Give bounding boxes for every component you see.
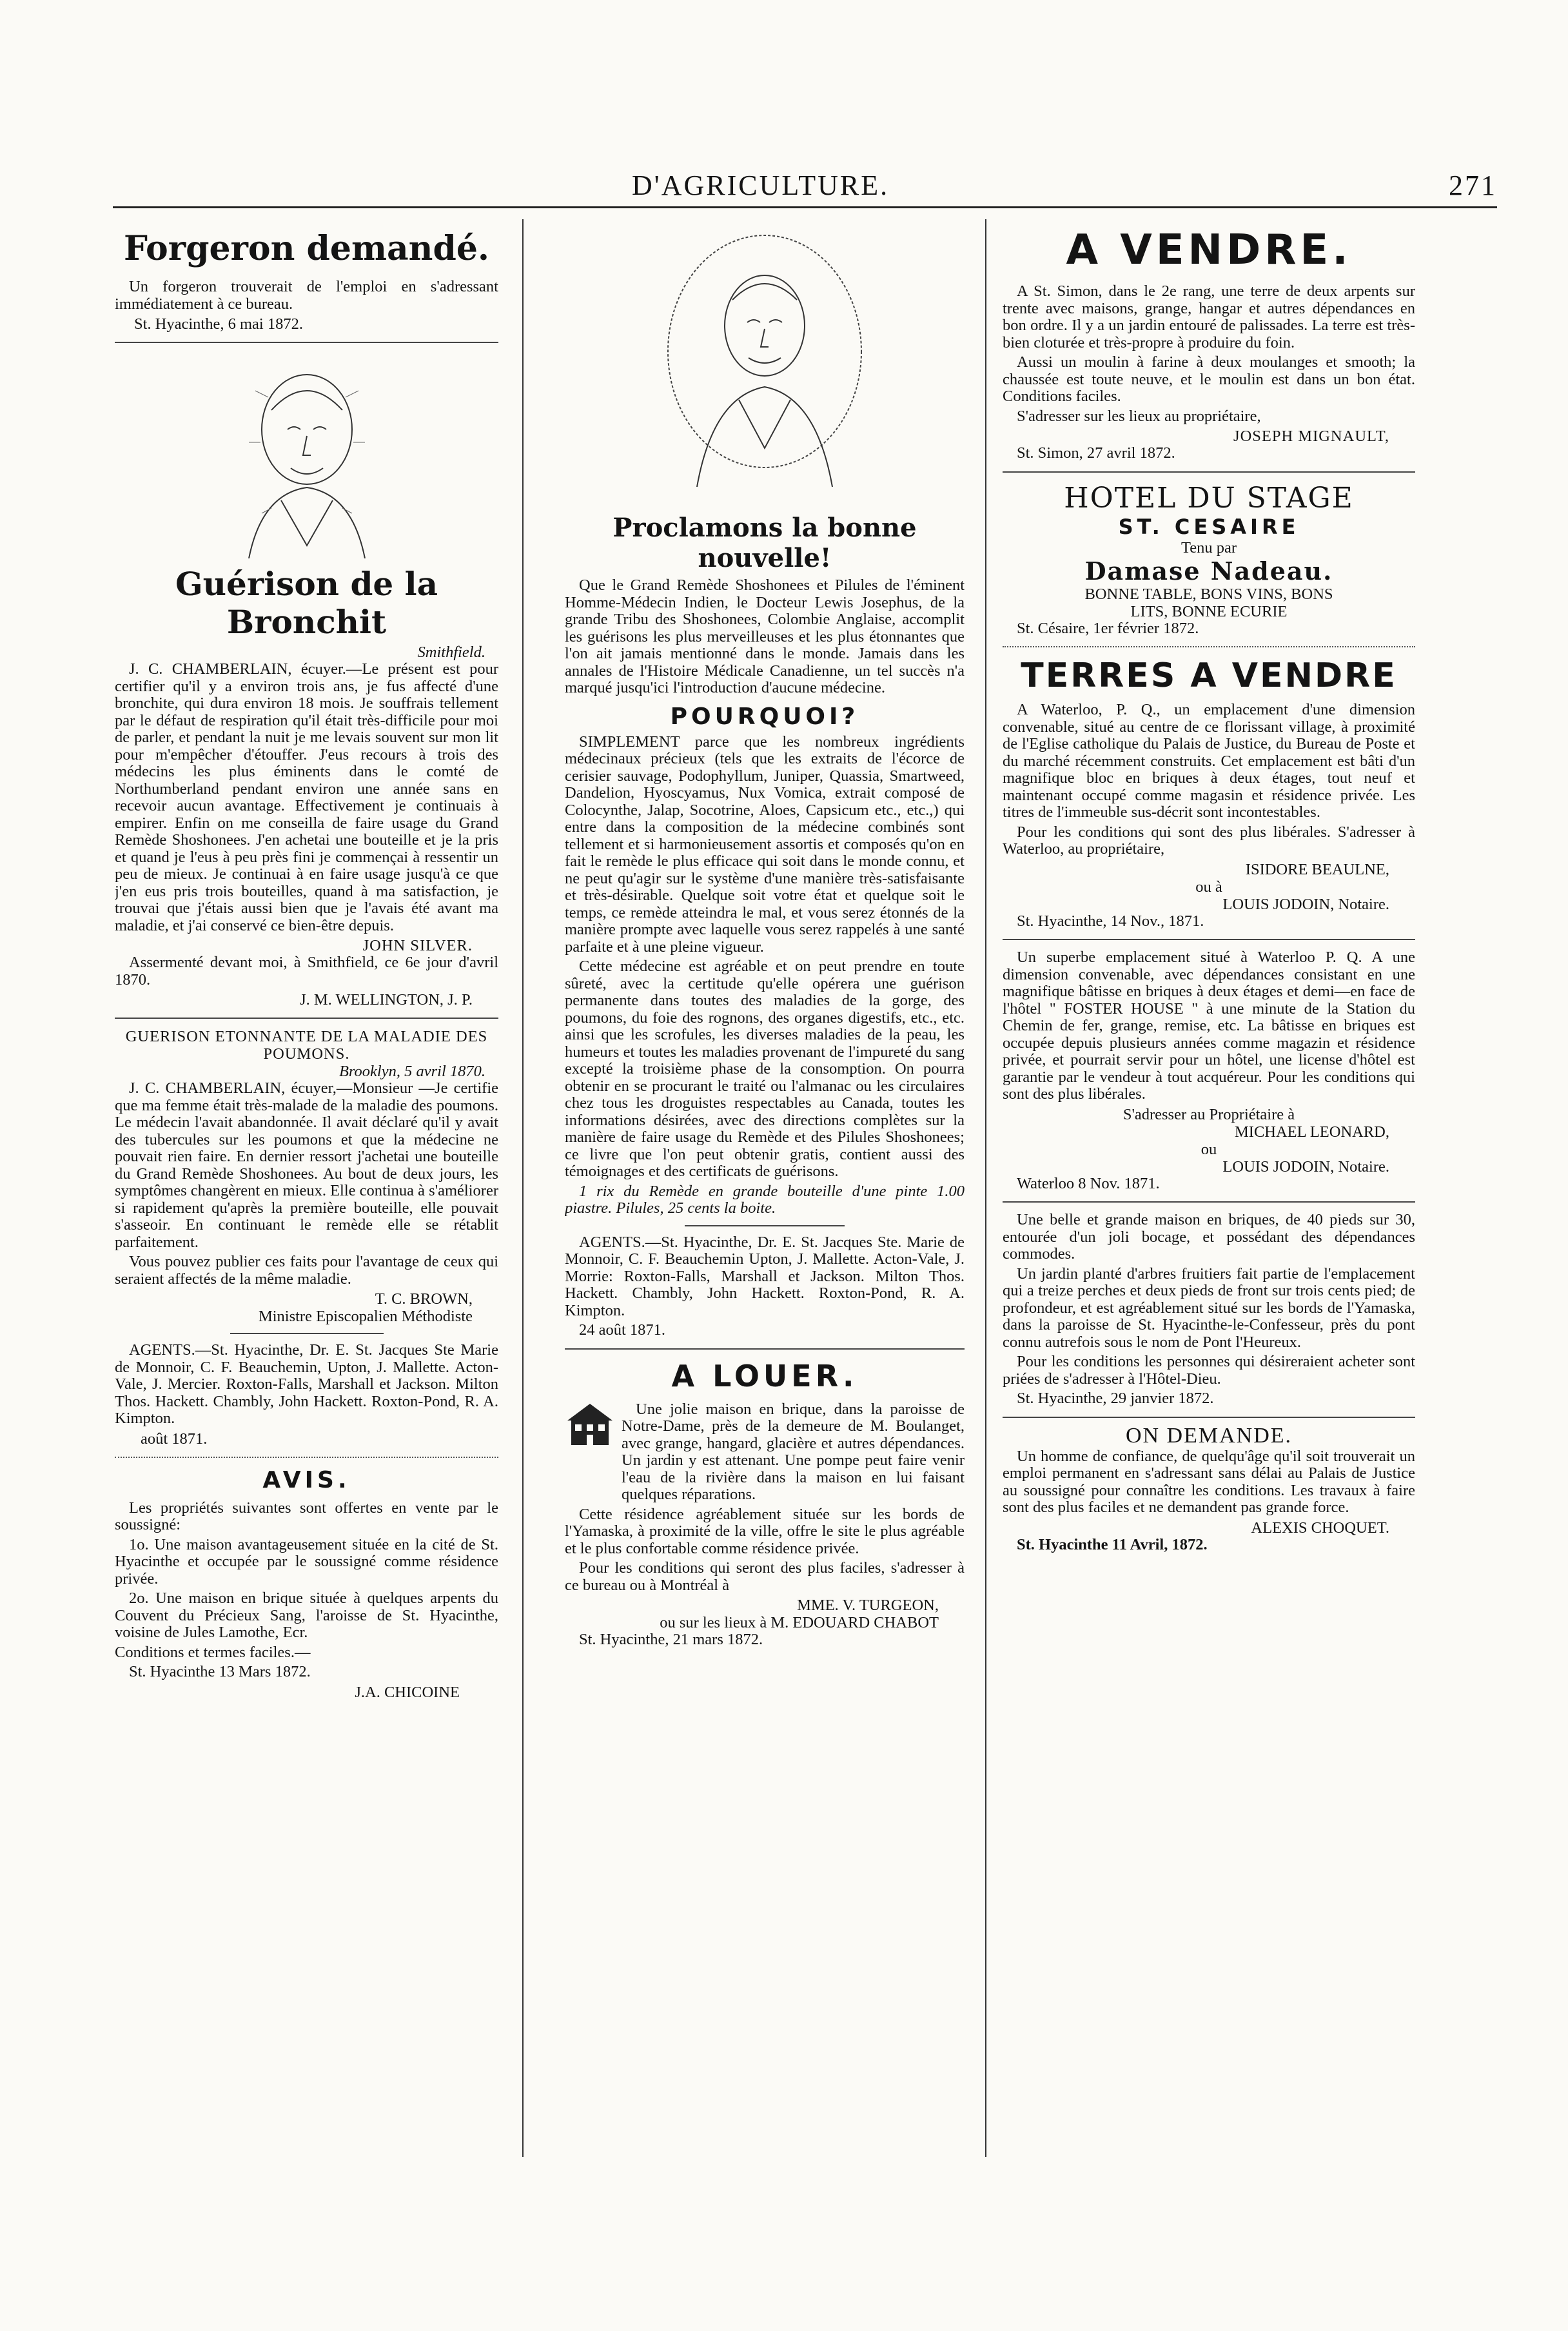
column-2 (565, 222, 965, 1651)
portrait-engraving-icon (210, 352, 404, 558)
guerison2-title: GUERISON ETONNANTE DE LA MALADIE DES POUMONS. (125, 1028, 488, 1063)
column-1 (115, 222, 498, 1701)
belle-date: St. Hyacinthe, 29 janvier 1872. (1017, 1390, 1214, 1407)
separator (685, 1225, 845, 1226)
page-number: 271 (1449, 170, 1497, 201)
vendre-body-3: S'adresser sur les lieux au propriétaire, (1017, 407, 1261, 425)
vendre-signature: JOSEPH MIGNAULT, (1233, 428, 1389, 445)
terres-signature-2: LOUIS JODOIN, Notaire. (1222, 895, 1389, 913)
louer-body-1: Une jolie maison en brique, dans la paroisse de Notre-Dame, près de la demeure de M. Boulanget, avec grange, hangard, glacière et autres dépendances. Un jardin y est attenant. Une pompe peut faire venir l'eau de la rivière dans la maison en lui faisant quelques réparations. (622, 1400, 965, 1503)
hotel-subtitle: ST. CESAIRE (1118, 514, 1300, 539)
pourquoi-agents: AGENTS.—St. Hyacinthe, Dr. E. St. Jacques Ste. Marie de Monnoir, C. F. Beauchemin Upton, J. Mallette. Acton-Vale, J. Morrie: Roxton-Falls, Marshall et Jackson. Milton Thos. Hackett. Chambly, John Hackett. Roxton-Pond, R. A. Kimpton. (565, 1233, 965, 1319)
header-rule (113, 206, 1497, 208)
superbe-ou: ou (1200, 1140, 1217, 1158)
guerison-title: Guérison de la Bronchit (175, 565, 438, 641)
guerison2-place: Brooklyn, 5 avril 1870. (338, 1063, 485, 1080)
louer-date: St. Hyacinthe, 21 mars 1872. (579, 1631, 763, 1648)
pourquoi-body-2: Cette médecine est agréable et on peut prendre en toute sûreté, avec la certitude qu'elle opérera une guérison permanente dans toutes des maladies de la gorge, des poumons, du foie des rognons, des organes digestifs, etc., etc. ainsi que les scrofules, les diverses maladies de la peau, les humeurs et toutes les maladies provenant de l'impureté du sang excepté la troisième phase de la consomption. On pourra obtenir en se procurant le traité ou l'almanac ou les circulaires chez tous les droguistes respectables au Canada, toutes les informations désirées, avec des directions complètes sur la manière de faire usage du Remède et des Pilules Shoshonees; ce livre que l'on peut obtenir gratis, contient aussi des témoignages et des certificats de guérisons. (565, 958, 965, 1180)
louer-signature-1: MME. V. TURGEON, (797, 1597, 939, 1614)
avis-date: St. Hyacinthe 13 Mars 1872. (129, 1663, 311, 1680)
terres-signature-1: ISIDORE BEAULNE, (1245, 860, 1389, 878)
guerison2-signature-2: Ministre Episcopalien Méthodiste (258, 1308, 473, 1325)
demande-body: Un homme de confiance, de quelqu'âge qu'il soit trouverait un emploi permanent en s'adressant sans délai au Palais de Justice au soussigné pour connaître les conditions. Les travaux à faire sont des plus faciles et ne demandent pas grande force. (1003, 1447, 1415, 1516)
guerison-place: Smithfield. (417, 644, 485, 661)
terres-title: TERRES A VENDRE (1021, 656, 1397, 695)
proclamons-title: Proclamons la bonne nouvelle! (612, 513, 917, 573)
separator (115, 1018, 498, 1019)
pourquoi-price: 1 rix du Remède en grande bouteille d'une pinte 1.00 piastre. Pilules, 25 cents la boite. (565, 1182, 965, 1217)
avis-item-1: 1o. Une maison avantageusement située en la cité de St. Hyacinthe et occupée par le soussigné comme résidence privée. (115, 1535, 498, 1588)
hotel-date: St. Césaire, 1er février 1872. (1017, 619, 1199, 637)
terres-body-2: Pour les conditions qui sont des plus libérales. S'adresser à Waterloo, au propriétaire, (1003, 823, 1415, 858)
avis-signature: J.A. CHICOINE (355, 1683, 460, 1701)
louer-intro (565, 1401, 965, 1506)
avis-intro: Les propriétés suivantes sont offertes en vente par le soussigné: (115, 1499, 498, 1533)
superbe-signature-1: MICHAEL LEONARD, (1235, 1123, 1389, 1141)
terres-body-1: A Waterloo, P. Q., un emplacement d'une dimension convenable, situé au centre de ce florissant village, à proximité de l'Eglise catholique du Palais de Justice, du Bureau de Poste et du marché récemment construits. Cet emplacement est bâti d'un magnifique bloc en briques à deux étages, tout neuf et maintenant occupé comme magasin et résidence privée. Les titres de l'immeuble sus-décrit sont incontestables. (1003, 701, 1415, 821)
hotel-title: HOTEL DU STAGE (1064, 481, 1354, 515)
separator (115, 342, 498, 343)
belle-body-1: Une belle et grande maison en briques, de 40 pieds sur 30, entourée d'un joli bocage, et possédant des dépendances commodes. (1003, 1211, 1415, 1263)
guerison-attest: Assermenté devant moi, à Smithfield, ce 6e jour d'avril 1870. (115, 954, 498, 988)
pourquoi-date: 24 août 1871. (579, 1321, 666, 1339)
avis-item-2: 2o. Une maison en brique située à quelques arpents du Couvent du Précieux Sang, l'aroisse de St. Hyacinthe, voisine de Jules Lamothe, Ecr. (115, 1589, 498, 1641)
guerison-signature: JOHN SILVER. (362, 937, 473, 954)
vendre-date: St. Simon, 27 avril 1872. (1017, 444, 1175, 462)
separator (565, 1348, 965, 1350)
belle-body-3: Pour les conditions les personnes qui désireraient acheter sont priées de s'adresser à l'Hôtel-Dieu. (1003, 1353, 1415, 1388)
guerison-attest-signature: J. M. WELLINGTON, J. P. (300, 991, 473, 1008)
separator (230, 1333, 384, 1334)
terres-date: St. Hyacinthe, 14 Nov., 1871. (1017, 912, 1204, 930)
hotel-line-1: BONNE TABLE, BONS VINS, BONS (1084, 585, 1333, 603)
guerison2-body: J. C. CHAMBERLAIN, écuyer,—Monsieur —Je certifie que ma femme était très-malade de la maladie des poumons. Le médecin l'avait abandonnée. Il avait déclaré qu'il y avait des tubercules sur les poumons et que la médecine ne pouvait rien faire. En dernier ressort j'achetai une bouteille du Grand Remède Shoshonees. Au bout de deux jours, les symptômes changèrent en mieux. Elle continua à s'améliorer si rapidement qu'après la première bouteille, elle pouvait s'asseoir. En continuant le remède elle se rétablit parfaitement. (115, 1079, 498, 1251)
avis-terms: Conditions et termes faciles.— (115, 1643, 311, 1661)
column-divider (522, 219, 524, 2157)
separator (1003, 1201, 1415, 1203)
separator (1003, 471, 1415, 473)
hotel-tenu: Tenu par (1181, 538, 1237, 556)
portrait-engraving-icon (658, 229, 871, 506)
demande-signature: ALEXIS CHOQUET. (1251, 1519, 1389, 1537)
running-header-title: D'AGRICULTURE. (632, 170, 890, 201)
superbe-signature-2: LOUIS JODOIN, Notaire. (1222, 1157, 1389, 1175)
column-divider (985, 219, 986, 2157)
proclamons-body: Que le Grand Remède Shoshonees et Pilules de l'éminent Homme-Médecin Indien, le Docteur Lewis Josephus, de la grande Tribu des Shoshonees, Colombie Anglaise, accomplit les guérisons les plus merveilleuses et les plus étonnantes que l'on ait jamais mentionné dans le monde. Jamais dans les annales de l'Histoire Médicale Canadienne, un tel succès n'a marqué jusqu'ici l'introduction d'aucune médecine. (565, 576, 965, 696)
agents-list: AGENTS.—St. Hyacinthe, Dr. E. St. Jacques Ste Marie de Monnoir, C. F. Beauchemin, Upton, J. Mallette. Acton-Vale, J. Mercier. Roxton-Falls, Marshall et Jackson. Milton Thos. Hackett. Chambly, John Hackett. Roxton-Pond, R. A. Kimpton. (115, 1341, 498, 1427)
demande-date: St. Hyacinthe 11 Avril, 1872. (1017, 1535, 1208, 1553)
separator (115, 1457, 498, 1458)
agents-date: août 1871. (141, 1430, 208, 1448)
louer-signature-2: ou sur les lieux à M. EDOUARD CHABOT (660, 1614, 939, 1631)
superbe-body: Un superbe emplacement situé à Waterloo P. Q. A une dimension convenable, avec dépendances consistant en une magnifique bâtisse en briques à deux étages et demi—en face de l'hôtel " FOSTER HOUSE " à une minute de la Station du Chemin de fer, grange, remise, etc. La bâtisse en briques est occupée depuis plusieurs années comme magazin et résidence privée, et pourrait servir pour un hôtel, une license d'hôtel est garantie par le vendeur à tout acquéreur. Pour les conditions qui sont des plus libérales. (1003, 949, 1415, 1103)
pourquoi-title: POURQUOI? (670, 703, 859, 730)
louer-title: A LOUER. (671, 1358, 858, 1393)
guerison2-signature: T. C. BROWN, (375, 1290, 473, 1308)
superbe-date: Waterloo 8 Nov. 1871. (1017, 1174, 1160, 1192)
forgeron-dateline: St. Hyacinthe, 6 mai 1872. (134, 315, 303, 333)
separator (1003, 1417, 1415, 1418)
louer-body-3: Pour les conditions qui seront des plus faciles, s'adresser à ce bureau ou à Montréal à (565, 1559, 965, 1594)
hotel-line-2: LITS, BONNE ECURIE (1130, 602, 1288, 620)
vendre-body-2: Aussi un moulin à farine à deux moulanges et smooth; la chaussée est toute neuve, et le moulin est dans un bon état. Conditions faciles. (1003, 353, 1415, 405)
demande-title: ON DEMANDE. (1125, 1423, 1293, 1448)
avis-title: AVIS. (262, 1466, 351, 1493)
vendre-body-1: A St. Simon, dans le 2e rang, une terre de deux arpents sur trente avec maisons, grange, hangar et autres dépendances en bon ordre. Il y a un jardin entouré de palissades. La terre est très-bien cloturée et très-propre à produire du foin. (1003, 282, 1415, 351)
hotel-owner: Damase Nadeau. (1084, 556, 1333, 585)
forgeron-title: Forgeron demandé. (123, 229, 490, 268)
terres-ou: ou à (1195, 878, 1222, 896)
guerison2-body-2: Vous pouvez publier ces faits pour l'avantage de ceux qui seraient affectés de la même maladie. (115, 1253, 498, 1288)
superbe-sig-intro: S'adresser au Propriétaire à (1122, 1105, 1295, 1123)
forgeron-body: Un forgeron trouverait de l'emploi en s'adressant immédiatement à ce bureau. (115, 278, 498, 313)
pourquoi-body-1: SIMPLEMENT parce que les nombreux ingrédients médecinaux précieux (tels que les extraits de l'écorce de cerisier sauvage, Podophyllum, Juniper, Quassia, Smartweed, Dandelion, Hyoscyamus, Nux Vomica, extrait composé de Colocynthe, Jalap, Socotrine, Aloes, Capsicum etc., etc.,) qui entre dans la composition de la médecine combinés sont tellement et si harmonieusement assortis et composés qu'on en fait le remède le plus efficace qui soit dans le monde connu, et ne peut qu'agir sur le système d'une manière très-satisfaisante et très-désirable. Quelque soit votre état et quelque soit le temps, ce remède atteindra le mal, et vous serez étonnés de la manière prompte avec laquelle vous serez rappelés à une santé parfaite et à une pleine vigueur. (565, 733, 965, 956)
vendre-title: A VENDRE. (1066, 226, 1352, 274)
louer-body-2: Cette résidence agréablement située sur les bords de l'Yamaska, à proximité de la ville, offre le site le plus agréable et le plus confortable comme résidence privée. (565, 1505, 965, 1557)
separator (1003, 646, 1415, 647)
house-icon (565, 1401, 615, 1446)
belle-body-2: Un jardin planté d'arbres fruitiers fait partie de l'emplacement qui a treize perches et deux pieds de front sur trois cents pied; de profondeur, et est agréablement situé sur les bords de l'Yamaska, dans la paroisse de St. Hyacinthe-le-Confesseur, près du pont connu autrefois sous le nom de Pont l'Heureux. (1003, 1264, 1415, 1351)
guerison-body: J. C. CHAMBERLAIN, écuyer.—Le présent est pour certifier qu'il y a environ trois ans, je fus affecté d'une bronchite, qui dura environ 18 mois. Je souffrais tellement par le défaut de respiration qu'il était très-difficile pour moi de parler, et pendant la nuit je me levais souvent sur mon lit pour m'empêcher d'étouffer. J'eus recours à trois des médecins les plus éminents dans le comté de Northumberland pendant environ une année sans en recevoir aucun avantage. Effectivement je continuais à empirer. Enfin on me conseilla de faire usage du Grand Remède Shoshonees. J'en achetai une bouteille et je la pris et quand je l'eus à peu près fini je commençai à ressentir un peu de mieux. Je continuai à en faire usage jusqu'à ce que j'en eus pris trois bouteilles, quand à ma satisfaction, je trouvai que j'étais aussi bien que je l'avais été avant ma maladie, et j'ai conservé ce bien-être depuis. (115, 660, 498, 934)
column-3 (1003, 222, 1415, 1556)
separator (1003, 939, 1415, 940)
